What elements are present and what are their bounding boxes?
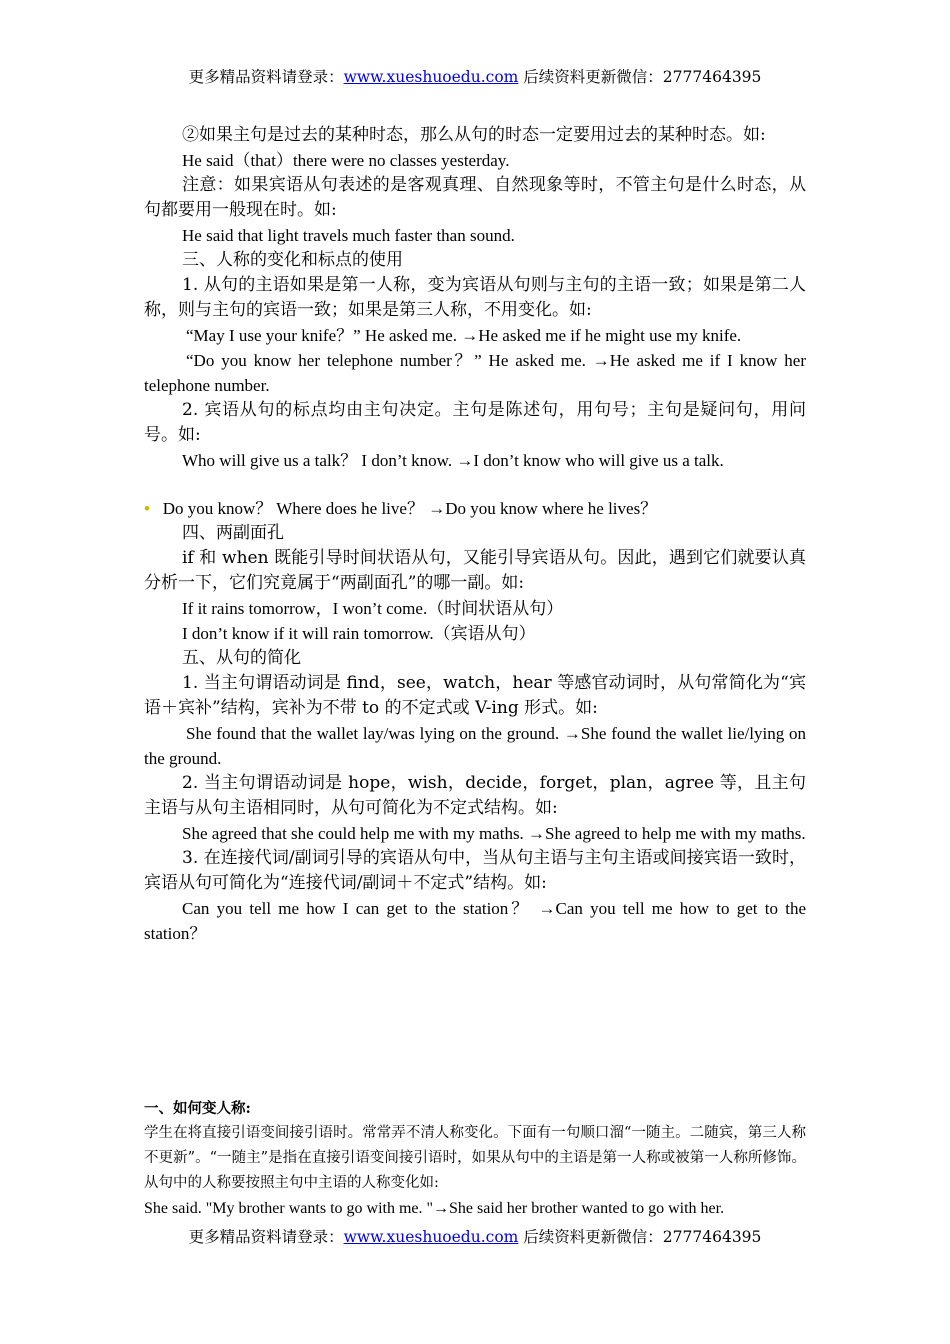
paragraph: 3. 在连接代词/副词引导的宾语从句中，当从句主语与主句主语或间接宾语一致时，宾语从句可简化为“连接代词/副词＋不定式”结构。如: [144,848,806,893]
paragraph: 1. 当主句谓语动词是 find，see，watch，hear 等感官动词时，从句常简化为“宾语＋宾补”结构，宾补为不带 to 的不定式或 V-ing 形式。如: [144,673,806,718]
paragraph: if 和 when 既能引导时间状语从句，又能引导宾语从句。因此，遇到它们就要认真分析一下，它们究竟属于“两副面孔”的哪一副。如: [144,548,806,593]
header-link[interactable]: www.xueshuoedu.com [343,68,519,86]
paragraph: ②如果主句是过去的某种时态，那么从句的时态一定要用过去的某种时态。如: [182,125,766,145]
paragraph: 2. 宾语从句的标点均由主句决定。主句是陈述句，用句号；主句是疑问句，用问号。如: [144,400,806,445]
header-prefix: 更多精品资料请登录： [188,68,344,86]
section-heading: 三、人称的变化和标点的使用 [182,250,403,270]
example-line: I don’t know if it will rain tomorrow.（宾语从句） [182,624,536,643]
example-line: “May I use your knife？” He asked me. →He asked me if he might use my knife. [186,326,742,345]
section-heading: 五、从句的简化 [182,648,301,668]
footer-prefix: 更多精品资料请登录： [188,1228,344,1246]
section-example: She said. "My brother wants to go with me. "→She said her brother wanted to go with her. [144,1200,725,1217]
example-line: “Do you know her telephone number？” He asked me. →He asked me if I know her telephone number. [144,351,806,395]
page-header [0,67,950,87]
section-person-change [144,1096,806,1221]
blank-line [144,473,806,496]
footer-link[interactable]: www.xueshuoedu.com [343,1228,519,1246]
example-line-marked [144,496,806,521]
example-line: He said that light travels much faster than sound. [182,226,515,245]
section-body: 学生在将直接引语变间接引语时。常常弄不清人称变化。下面有一句顺口溜“一随主。二随宾，第三人称不更新”。“一随主”是指在直接引语变间接引语时，如果从句中的主语是第一人称或被第一人称所修饰。从句中的人称要按照主句中主语的人称变化如: [144,1125,806,1191]
example-line: She found that the wallet lay/was lying on the ground. →She found the wallet lie/lying on the ground. [144,724,806,768]
example-line: She agreed that she could help me with my maths. →She agreed to help me with my maths. [182,824,806,843]
header-suffix: 后续资料更新微信：2777464395 [518,68,762,86]
example-line: If it rains tomorrow，I won’t come.（时间状语从句） [182,599,564,618]
footer-suffix: 后续资料更新微信：2777464395 [518,1228,762,1246]
document-body [144,123,806,946]
page-footer [0,1227,950,1247]
section-heading: 四、两副面孔 [182,523,284,543]
paragraph: 注意：如果宾语从句表述的是客观真理、自然现象等时，不管主句是什么时态，从句都要用一般现在时。如: [144,175,806,220]
bullet-marker: • [144,499,150,518]
example-text: Do you know？ Where does he live？ →Do you know where he lives？ [162,499,658,518]
example-line: Who will give us a talk？ I don’t know. →I don’t know who will give us a talk. [182,451,724,470]
example-line: Can you tell me how I can get to the station？ →Can you tell me how to get to the station？ [144,899,806,943]
paragraph: 2. 当主句谓语动词是 hope，wish，decide，forget，plan，agree 等，且主句主语与从句主语相同时，从句可简化为不定式结构。如: [144,773,806,818]
section-title: 一、如何变人称: [144,1100,251,1117]
paragraph: 1. 从句的主语如果是第一人称，变为宾语从句则与主句的主语一致；如果是第二人称，则与主句的宾语一致；如果是第三人称，不用变化。如: [144,275,806,320]
example-line: He said（that）there were no classes yesterday. [182,151,510,170]
